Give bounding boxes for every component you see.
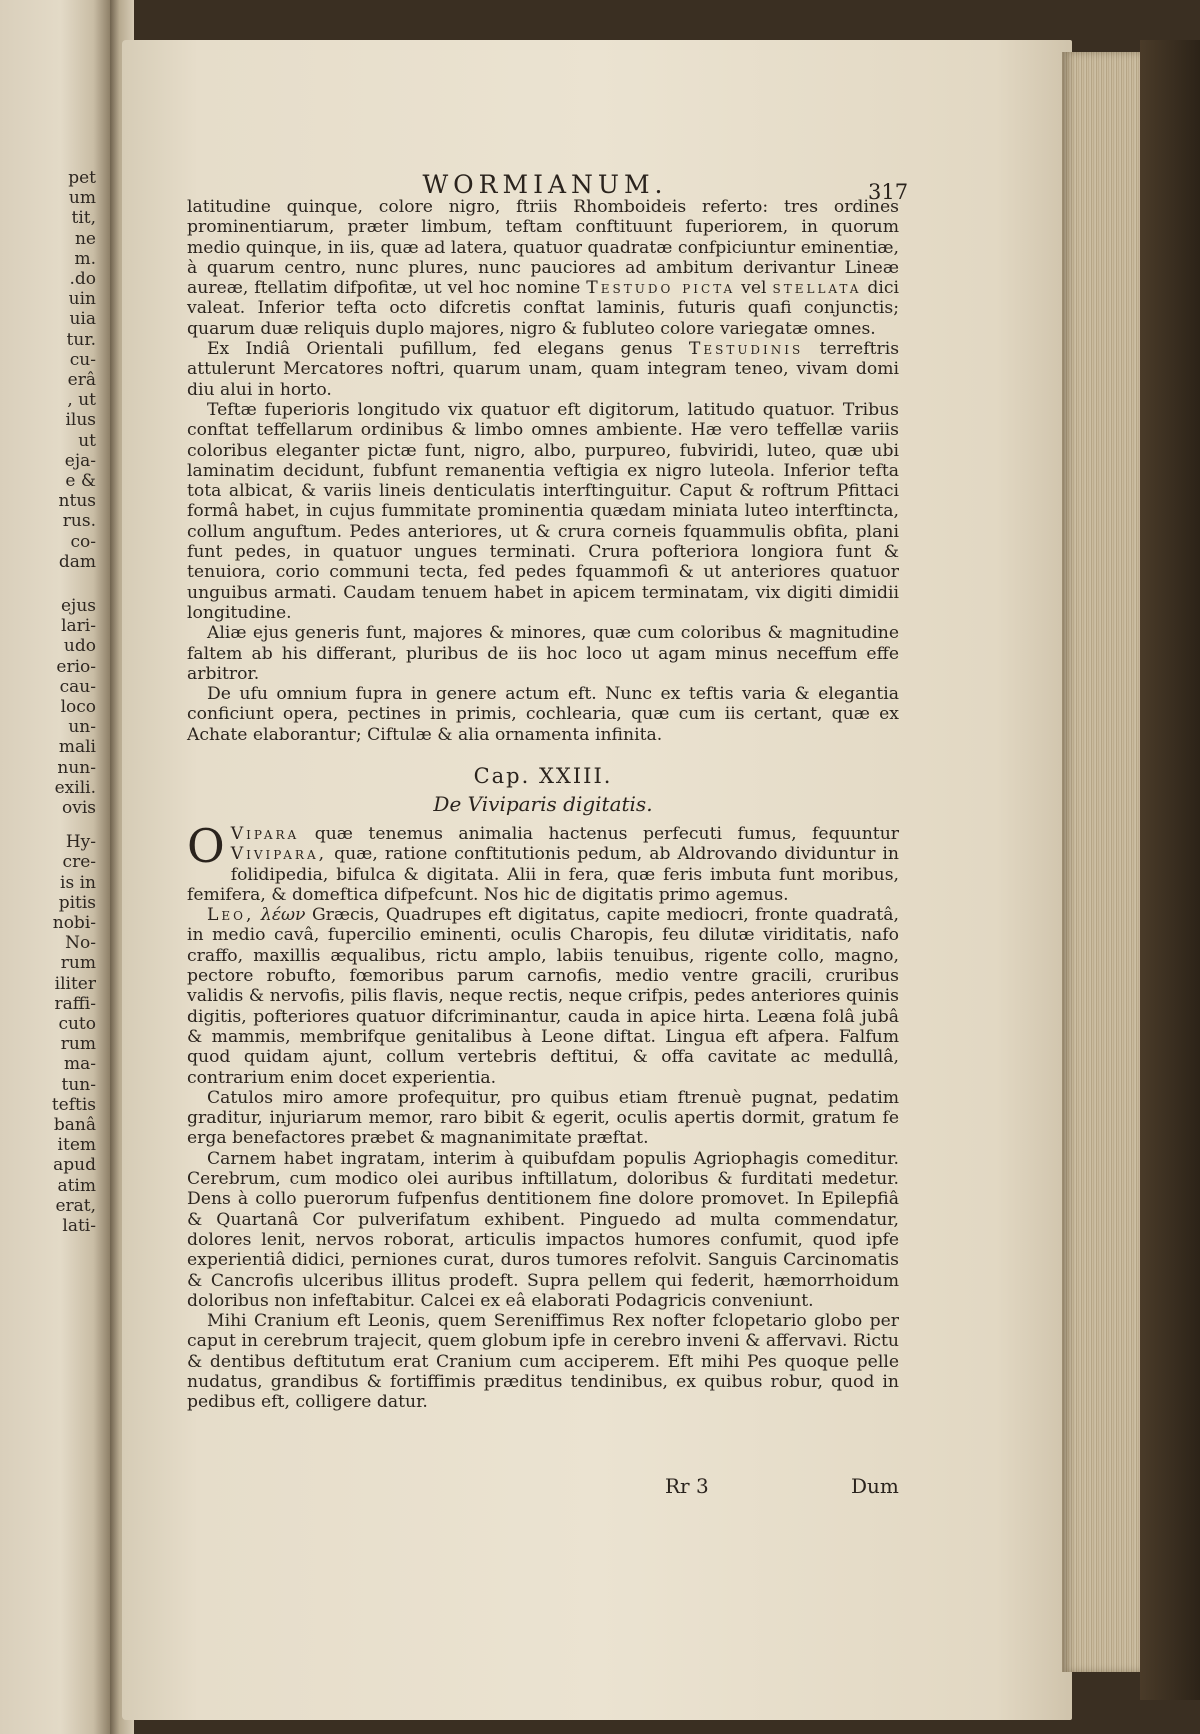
left-page-line-ending: dam <box>58 551 96 572</box>
left-page-line-ending: banâ <box>53 1115 96 1135</box>
left-page-line-ending: , ut <box>67 390 96 411</box>
left-page-line-ending: cau- <box>59 676 96 697</box>
left-page-line-ending: lati- <box>62 1216 96 1236</box>
left-page-line-ending: ma- <box>64 1054 96 1075</box>
text-block-testudo <box>187 197 899 745</box>
left-page-line-ending: iliter <box>54 973 96 994</box>
small-caps-term: Testudo picta <box>586 278 736 299</box>
signature-mark: Rr 3 <box>665 1474 709 1498</box>
left-page-line-ending: .do <box>69 269 96 289</box>
left-page-line-ending: ut <box>78 430 96 451</box>
chapter-subtitle: De Viviparis digitatis. <box>433 792 653 816</box>
book-cover-edge <box>1140 40 1200 1700</box>
left-page-line-ending: item <box>57 1135 96 1156</box>
chapter-title: Cap. XXIII. <box>473 764 613 788</box>
paragraph: O Vipara quæ tenemus animalia hactenus perfecuti fumus, fequuntur Vivipara, quæ, ratione conftitutionis pedum, ab Aldrovando dividuntur in folidipedia, bifulca & digitata. Alii in fera, quæ feris imbuta funt moribus, femifera, & domeftica difpefcunt. Nos hic de digitatis primo agemus. <box>187 819 900 905</box>
left-page-line-ending: loco <box>60 697 96 717</box>
left-page-line-ending: ne <box>74 228 96 249</box>
small-caps-term: Vipara <box>230 824 300 844</box>
left-page-line-ending: Hy- <box>65 832 96 853</box>
paragraph: Catulos miro amore profequitur, pro quibus etiam ftrenuè pugnat, pedatim graditur, injuriarum memor, raro bibit & egerit, oculis apertis dormit, gratum fe erga benefactores præbet & magnanimitate præftat. <box>187 1087 899 1149</box>
paragraph: Teftæ fuperioris longitudo vix quatuor eft digitorum, latitudo quatuor. Tribus conftat teffellarum ordinibus & limbo omnes ambiente. Hæ vero teffellæ variis coloribus eleganter pictæ funt, nigro, albo, purpureo, fubviridi, luteo, quæ ubi laminatim decidunt, fubfunt remanentia veftigia ex nigro luteola. Inferior tefta tota albicat, & variis lineis denticulatis interftinguitur. Caput & roftrum Pfittaci formâ habet, in cujus fummitate prominentia quædam miniata luteo interftincta, collum anguftum. Pedes anteriores, ut & crura corneis fquammulis obfita, plani funt pedes, in quatuor ungues terminati. Crura pofteriora longiora funt & tenuiora, corio communi tecta, fed pedes fquammofi & ut anteriores quatuor unguibus armati. Caudam tenuem habet in apicem terminatam, vix digiti dimidii longitudine. <box>187 399 899 623</box>
running-head: WORMIANUM. <box>422 170 668 199</box>
left-page-line-ending: udo <box>63 636 96 657</box>
left-page-line-ending: ilus <box>65 410 96 431</box>
left-page-line-ending: lari- <box>61 616 96 637</box>
left-page-line-ending: um <box>68 188 96 209</box>
left-page-line-ending: e & <box>65 471 96 491</box>
text-block-leo <box>187 819 900 1413</box>
paragraph: Mihi Cranium eft Leonis, quem Sereniffimus Rex nofter fclopetario globo per caput in cerebrum trajecit, quem globum ipfe in cerebro inveni & affervavi. Rictu & dentibus deftitutum erat Cranium cum acciperem. Eft mihi Pes quoque pelle nudatus, grandibus & fortiffimis præditus tendinibus, ex quibus robur, quod in pedibus eft, colligere datur. <box>187 1311 899 1413</box>
drop-cap-letter: O <box>187 819 225 873</box>
left-page-line-ending: tur. <box>66 329 96 350</box>
left-page-line-ending: uin <box>68 289 96 310</box>
paragraph: latitudine quinque, colore nigro, ftriis Rhomboideis referto: tres ordines prominentiarum, præter limbum, teftam conftituunt fuperiorem, in quorum medio quinque, in iis, quæ ad latera, quatuor quadratæ confpiciuntur eminentiæ, à quarum centro, nunc plures, nunc pauciores ad ambitum derivantur Lineæ aureæ, ftellatim difpofitæ, ut vel hoc nomine Testudo picta vel stellata dici valeat. Inferior tefta octo difcretis conftat laminis, futuris quafi conjunctis; quarum duæ reliquis duplo majores, nigro & fubluteo colore variegatæ omnes. <box>187 197 900 339</box>
left-page-line-ending: ntus <box>58 491 96 512</box>
left-page-line-ending: un- <box>68 717 96 738</box>
left-page-line-ending: cu- <box>69 349 96 370</box>
paragraph: Aliæ ejus generis funt, majores & minores, quæ cum coloribus & magnitudine faltem ab his differant, pluribus de iis hoc loco ut agam minus neceffum effe arbitror. <box>187 623 899 684</box>
paragraph: Leo, λέων Græcis, Quadrupes eft digitatus, capite mediocri, fronte quadratâ, in medio cavâ, fupercilio eminenti, oculis Charopis, feu dilutæ viriditatis, nafo craffo, maxillis æqualibus, rictu amplo, labiis tenuibus, rigente collo, magno, pectore robufto, fœmoribus parum carnofis, medio ventre gracili, cruribus validis & nervofis, pilis flavis, neque rectis, neque crifpis, pedes anteriores quinis digitis, pofteriores quatuor difcriminantur, cauda in apice hirta. Leæna folâ jubâ & mammis, membrifque genitalibus à Leone diftat. Lingua eft afpera. Falfum quod quidam ajunt, collum vertebris deftitui, & offa cavitate ac medullâ, contrarium enim docet experientia. <box>187 905 900 1088</box>
left-page-line-ending: rum <box>60 1034 96 1055</box>
left-page-line-ending: cuto <box>58 1014 96 1034</box>
small-caps-term: Testudinis <box>688 339 804 360</box>
left-page-line-ending: teftis <box>51 1094 96 1115</box>
left-page-line-ending: cre- <box>62 852 96 873</box>
left-page-line-ending: No- <box>65 933 96 954</box>
paragraph: Carnem habet ingratam, interim à quibufdam populis Agriophagis comeditur. Cerebrum, cum modico olei auribus inftillatum, doloribus & furditati medetur. Dens à collo puerorum fufpenfus dentitionem fine dolore promovet. In Epilepfiâ & Quartanâ Cor pulverifatum exhibent. Pinguedo ad multa commendatur, dolores lenit, nervos roborat, articulis impactos humores confumit, quod ipfe experientiâ didici, perniones curat, duros tumores refolvit. Sanguis Carcinomatis & Cancrofis ulceribus illitus prodeft. Supra pellem qui federit, hæmorrhoidum doloribus non infeftabitur. Calcei ex eâ elaborati Podagricis conveniunt. <box>187 1148 899 1311</box>
left-page-line-ending: apud <box>53 1155 96 1176</box>
left-page-line-ending: m. <box>74 248 96 269</box>
left-page-line-ending: exili. <box>54 777 96 798</box>
left-page-line-ending: mali <box>58 737 96 758</box>
left-page-line-ending: ovis <box>62 798 96 818</box>
paragraph: De ufu omnium fupra in genere actum eft. Nunc ex teftis varia & elegantia conficiunt opera, pectines in primis, cochlearia, quæ cum iis certant, quæ ex Achate elaborantur; Ciftulæ & alia ornamenta infinita. <box>187 684 899 745</box>
small-caps-term: Leo, <box>207 905 255 926</box>
left-page-line-ending: eja- <box>64 450 96 471</box>
left-page-line-ending: erio- <box>56 656 96 677</box>
left-page-line-ending: nun- <box>57 757 96 778</box>
left-page-line-ending: raffi- <box>54 993 96 1014</box>
left-page-line-ending: erat, <box>55 1195 96 1216</box>
left-page-line-ending: atim <box>57 1175 96 1196</box>
page-fore-edge <box>1062 52 1140 1672</box>
small-caps-term: Vivipara, <box>230 844 328 865</box>
page-number: 317 <box>868 180 909 204</box>
left-page-line-ending: co- <box>70 531 96 552</box>
left-page-line-ending: pitis <box>58 892 96 913</box>
small-caps-term: stellata <box>772 278 862 299</box>
paragraph: Ex Indiâ Orientali pufillum, fed elegans genus Testudinis terreftris attulerunt Mercatores noftri, quarum unam, quam integram teneo, vivam domi diu alui in horto. <box>187 339 900 400</box>
greek-word: λέων <box>260 905 306 926</box>
left-page-line-ending: nobi- <box>52 913 96 933</box>
left-page-line-ending: rus. <box>62 511 96 532</box>
left-page-line-ending: ejus <box>60 596 96 616</box>
left-page-line-ending: is in <box>60 872 96 893</box>
left-page-margin <box>0 0 110 1734</box>
left-page-line-ending: rum <box>60 953 96 974</box>
catchword: Dum <box>851 1474 899 1498</box>
left-page-line-ending: erâ <box>67 370 96 390</box>
left-page-line-ending: uia <box>69 309 96 330</box>
left-page-line-ending: tun- <box>61 1074 96 1095</box>
left-page-line-ending: tit, <box>71 208 96 229</box>
left-page-line-ending: pet <box>68 168 96 188</box>
